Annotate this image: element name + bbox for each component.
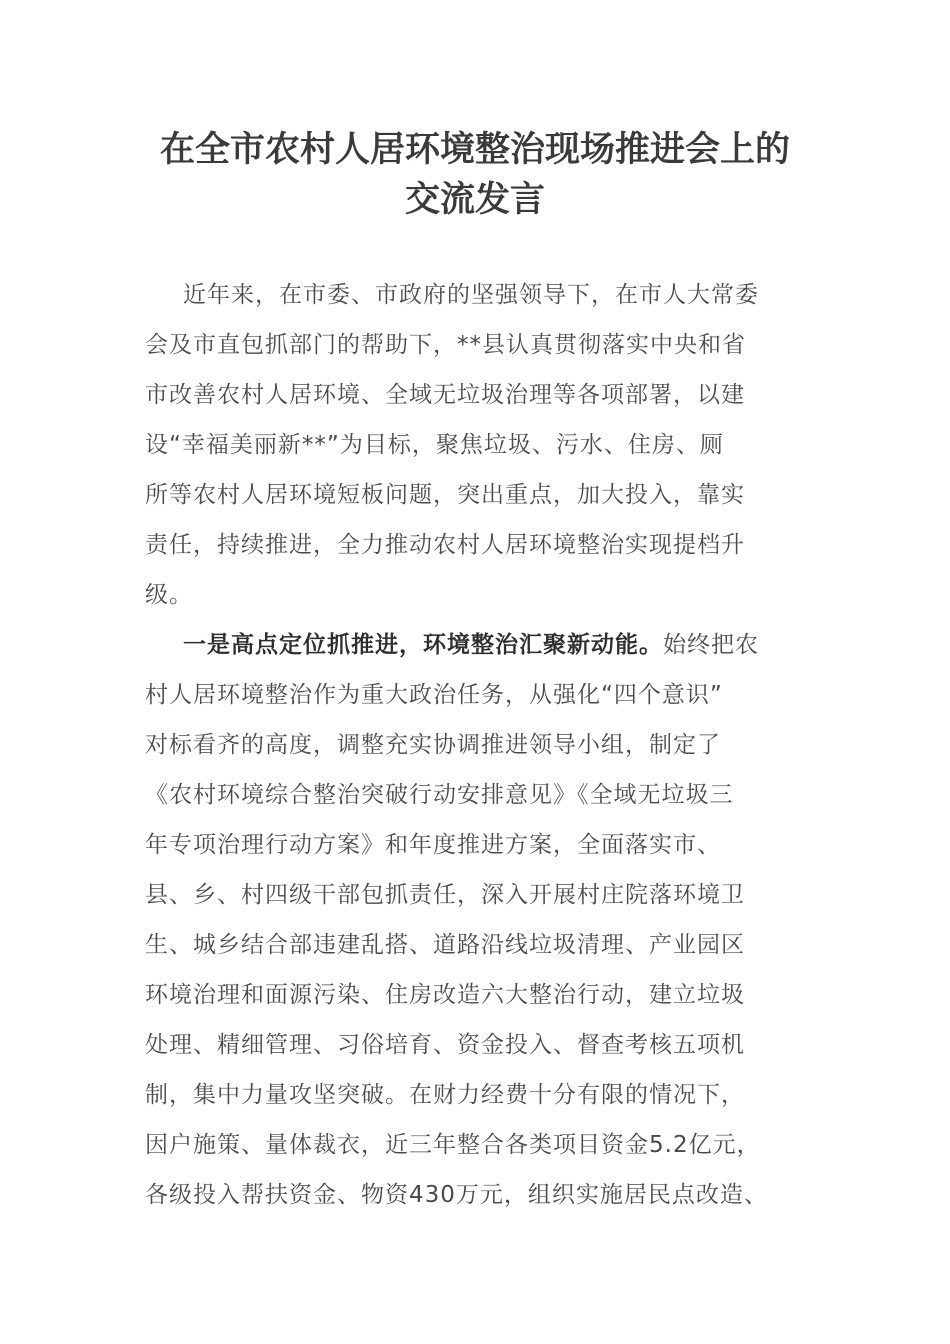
paragraph-2-line: 环境治理和面源污染、住房改造六大整治行动，建立垃圾 bbox=[145, 982, 745, 1008]
paragraph-1-line: 近年来，在市委、市政府的坚强领导下，在市人大常委 bbox=[183, 282, 759, 308]
paragraph-2-line: 《农村环境综合整治突破行动安排意见》《全域无垃圾三 bbox=[145, 782, 734, 808]
document-title-line-2: 交流发言 bbox=[404, 179, 545, 220]
paragraph-2-line: 村人居环境整治作为重大政治任务，从强化“四个意识” bbox=[145, 682, 723, 708]
document-body bbox=[145, 270, 805, 1220]
paragraph-2-line: 因户施策、量体裁衣，近三年整合各类项目资金5.2亿元， bbox=[145, 1132, 761, 1158]
paragraph-2-heading: 一是高点定位抓推进，环境整治汇聚新动能。 bbox=[183, 632, 663, 658]
paragraph-2-line: 处理、精细管理、习俗培育、资金投入、督查考核五项机 bbox=[145, 1032, 745, 1058]
paragraph-2-line-start: 始终把农 bbox=[663, 632, 759, 658]
paragraph-2-line: 制，集中力量攻坚突破。在财力经费十分有限的情况下， bbox=[145, 1082, 745, 1108]
paragraph-1-line: 级。 bbox=[145, 582, 193, 608]
document-title-line-1: 在全市农村人居环境整治现场推进会上的 bbox=[159, 129, 790, 170]
paragraph-2-line: 生、城乡结合部违建乱搭、道路沿线垃圾清理、产业园区 bbox=[145, 932, 745, 958]
paragraph-2-line: 县、乡、村四级干部包抓责任，深入开展村庄院落环境卫 bbox=[145, 882, 745, 908]
paragraph-2-line: 对标看齐的高度，调整充实协调推进领导小组，制定了 bbox=[145, 732, 721, 758]
paragraph-2-line: 年专项治理行动方案》和年度推进方案，全面落实市、 bbox=[145, 832, 721, 858]
paragraph-1-line: 会及市直包抓部门的帮助下，**县认真贯彻落实中央和省 bbox=[145, 332, 746, 358]
paragraph-2-line: 各级投入帮扶资金、物资430万元，组织实施居民点改造、 bbox=[145, 1182, 768, 1208]
paragraph-1-line: 设“幸福美丽新**”为目标，聚焦垃圾、污水、住房、厕 bbox=[145, 432, 724, 458]
paragraph-1-line: 所等农村人居环境短板问题，突出重点，加大投入，靠实 bbox=[145, 482, 745, 508]
paragraph-1-line: 市改善农村人居环境、全域无垃圾治理等各项部署，以建 bbox=[145, 382, 745, 408]
paragraph-1-line: 责任，持续推进，全力推动农村人居环境整治实现提档升 bbox=[145, 532, 745, 558]
paragraph-2-first-line bbox=[145, 620, 805, 670]
